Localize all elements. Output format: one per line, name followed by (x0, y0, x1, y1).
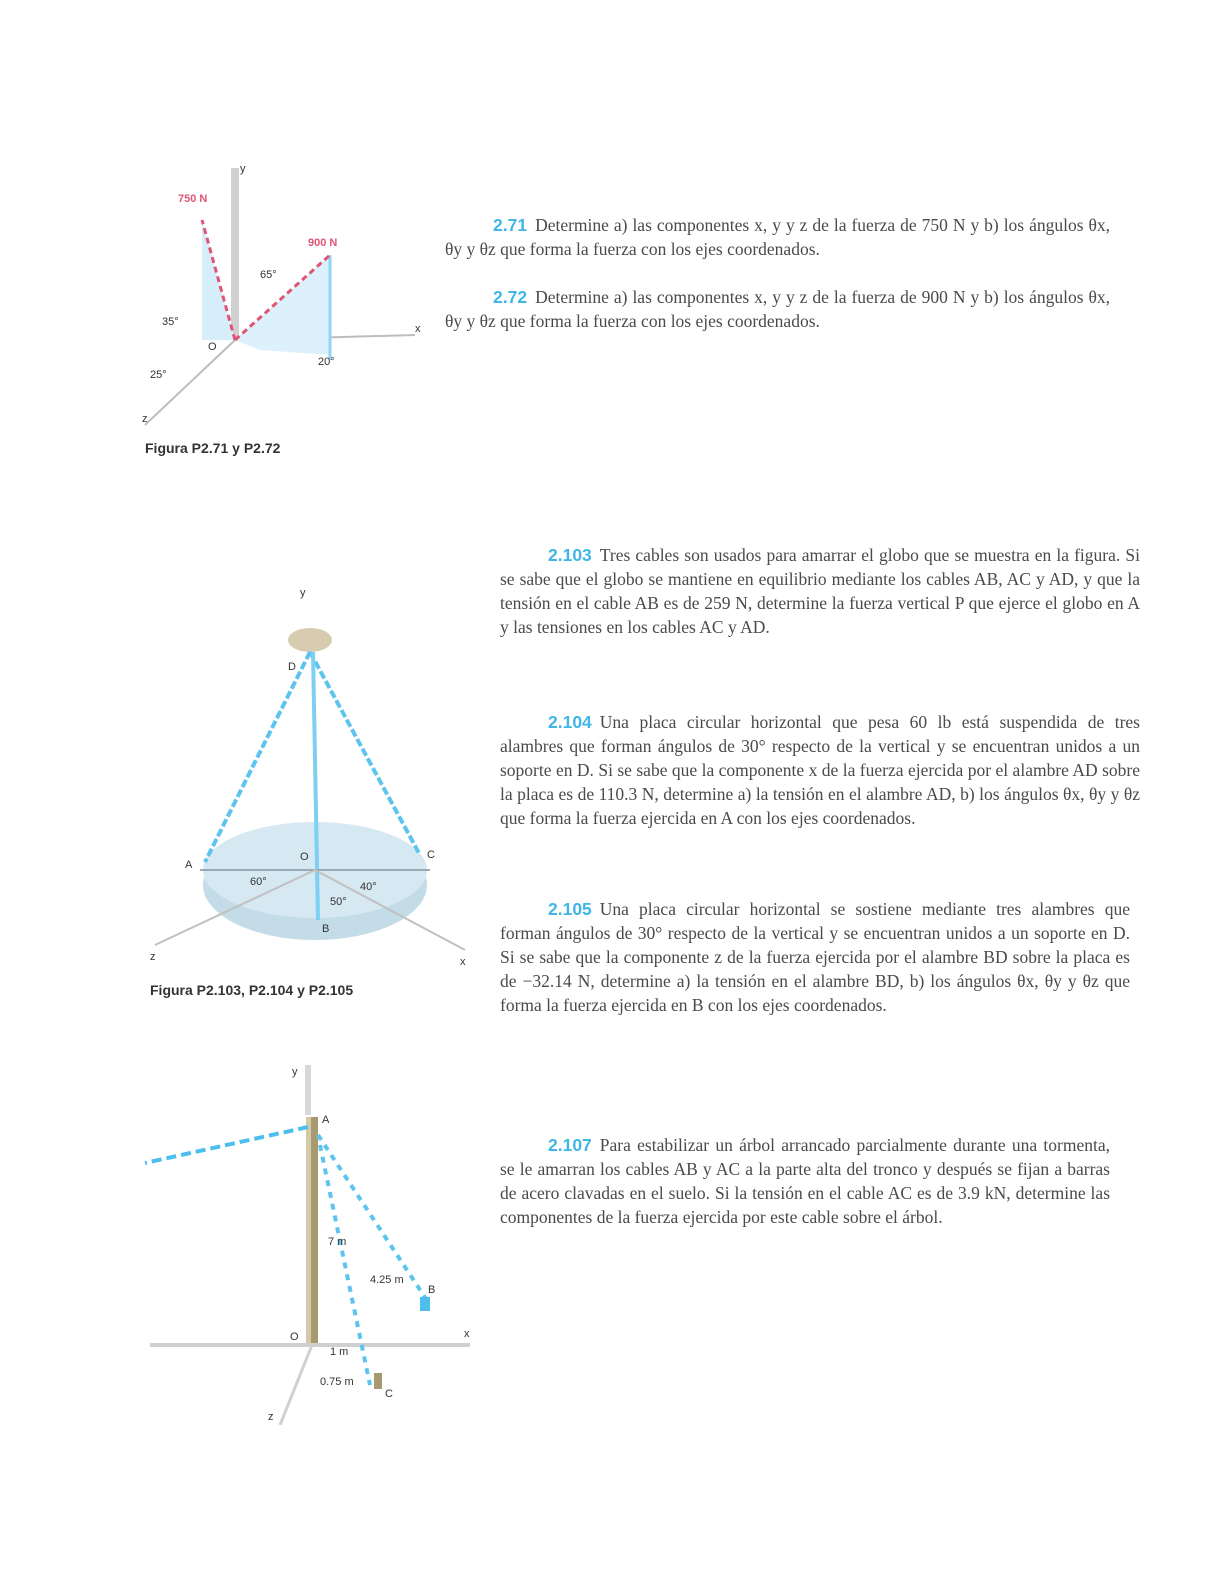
point-b-label: B (322, 923, 330, 935)
figure-caption-2 (150, 982, 353, 998)
angle-right-label: 65° (260, 269, 277, 281)
force-900-label: 900 N (308, 237, 338, 249)
problem-number: 2.71 (493, 215, 528, 235)
problem-text: Una placa circular horizontal que pesa 60 lb está suspendida de tres alambres que forman ángulos de 30° respecto de la vertical y se encuentran unidos a un soporte en D. Si se sabe que la componente x de la fuerza ejercida por el alambre AD sobre la placa es de 110.3 N, determine a) la tensión en el alambre AD, b) los ángulos θx, θy y θz que forma la fuerza ejercida en A con los ejes coordenados. (500, 712, 1140, 828)
angle3-label: 50° (330, 896, 347, 908)
dim3-label: 1 m (330, 1346, 349, 1358)
point-a-label: A (185, 859, 193, 871)
problem-number: 2.72 (493, 287, 528, 307)
problem-2-103 (500, 543, 1140, 639)
origin-label: O (208, 341, 217, 353)
stake-b (420, 1297, 430, 1311)
problem-number: 2.107 (548, 1135, 592, 1155)
z-axis-label: z (268, 1411, 274, 1423)
problem-2-72 (445, 285, 1110, 333)
problem-2-104 (500, 710, 1140, 830)
angle2-label: 40° (360, 881, 377, 893)
problem-number: 2.105 (548, 899, 592, 919)
cable-left (145, 1127, 308, 1163)
figure-caption-1 (145, 440, 280, 456)
angle-b-label: 20° (318, 356, 335, 368)
figure-p2-107 (130, 1055, 490, 1425)
y-axis-label: y (240, 163, 246, 175)
problem-2-105 (500, 897, 1130, 1017)
problem-text: Tres cables son usados para amarrar el globo que se muestra en la figura. Si se sabe que el globo se mantiene en equilibrio mediante los cables AB, AC y AD, y que la tensión en el cable AB es de 259 N, determine la fuerza vertical P que ejerce el globo en A y las tensiones en los cables AC y AD. (500, 545, 1140, 637)
z-axis (145, 340, 235, 425)
angle-a-label: 25° (150, 369, 167, 381)
figure-p2-71 (140, 160, 430, 430)
point-b-label: B (428, 1284, 436, 1296)
x-axis-label: x (460, 956, 466, 968)
point-c-label: C (427, 849, 435, 861)
y-axis-label: y (300, 587, 306, 599)
problem-number: 2.103 (548, 545, 592, 565)
support-d (288, 628, 332, 652)
point-d-label: D (288, 661, 296, 673)
dim1-label: 7 m (328, 1236, 347, 1248)
figure-p2-103 (140, 580, 480, 975)
angle1-label: 60° (250, 876, 267, 888)
point-o-label: O (290, 1331, 299, 1343)
point-o-label: O (300, 851, 309, 863)
problem-text: Determine a) las componentes x, y y z de la fuerza de 900 N y b) los ángulos θx, θy y θz que forma la fuerza con los ejes coordenados. (445, 287, 1110, 331)
caption-label: Figura P2.71 y P2.72 (145, 440, 281, 456)
stake-c (374, 1373, 382, 1389)
problem-2-71 (445, 213, 1110, 261)
dim4-label: 0.75 m (320, 1376, 354, 1388)
problem-2-107 (500, 1133, 1110, 1229)
problem-number: 2.104 (548, 712, 592, 732)
point-c-label: C (385, 1388, 393, 1400)
x-axis-label: x (415, 323, 421, 335)
x-axis-label: x (464, 1328, 470, 1340)
y-axis-label: y (292, 1066, 298, 1078)
problem-text: Para estabilizar un árbol arrancado parcialmente durante una tormenta, se le amarran los cables AB y AC a la parte alta del tronco y después se fijan a barras de acero clavadas en el suelo. Si la tensión en el cable AC es de 3.9 kN, determine las componentes de la fuerza ejercida por este cable sobre el árbol. (500, 1135, 1110, 1227)
caption-label: Figura P2.103, P2.104 y P2.105 (150, 982, 354, 998)
tree-trunk-light (306, 1117, 311, 1345)
problem-text: Una placa circular horizontal se sostiene mediante tres alambres que forman ángulos de 30° respecto de la vertical y se encuentran unidos a un soporte en D. Si se sabe que la componente z de la fuerza ejercida por el alambre BD sobre la placa es de −32.14 N, determine a) la tensión en el alambre BD, b) los ángulos θx, θy y θz que forma la fuerza ejercida en B con los ejes coordenados. (500, 899, 1130, 1015)
problem-text: Determine a) las componentes x, y y z de la fuerza de 750 N y b) los ángulos θx, θy y θz que forma la fuerza con los ejes coordenados. (445, 215, 1110, 259)
z-axis-label: z (142, 413, 148, 425)
angle-left-label: 35° (162, 316, 179, 328)
force-750-label: 750 N (178, 193, 208, 205)
dim2-label: 4.25 m (370, 1274, 404, 1286)
z-axis-label: z (150, 951, 156, 963)
point-a-label: A (322, 1114, 330, 1126)
plane-right (235, 255, 330, 355)
z-axis (280, 1345, 312, 1425)
